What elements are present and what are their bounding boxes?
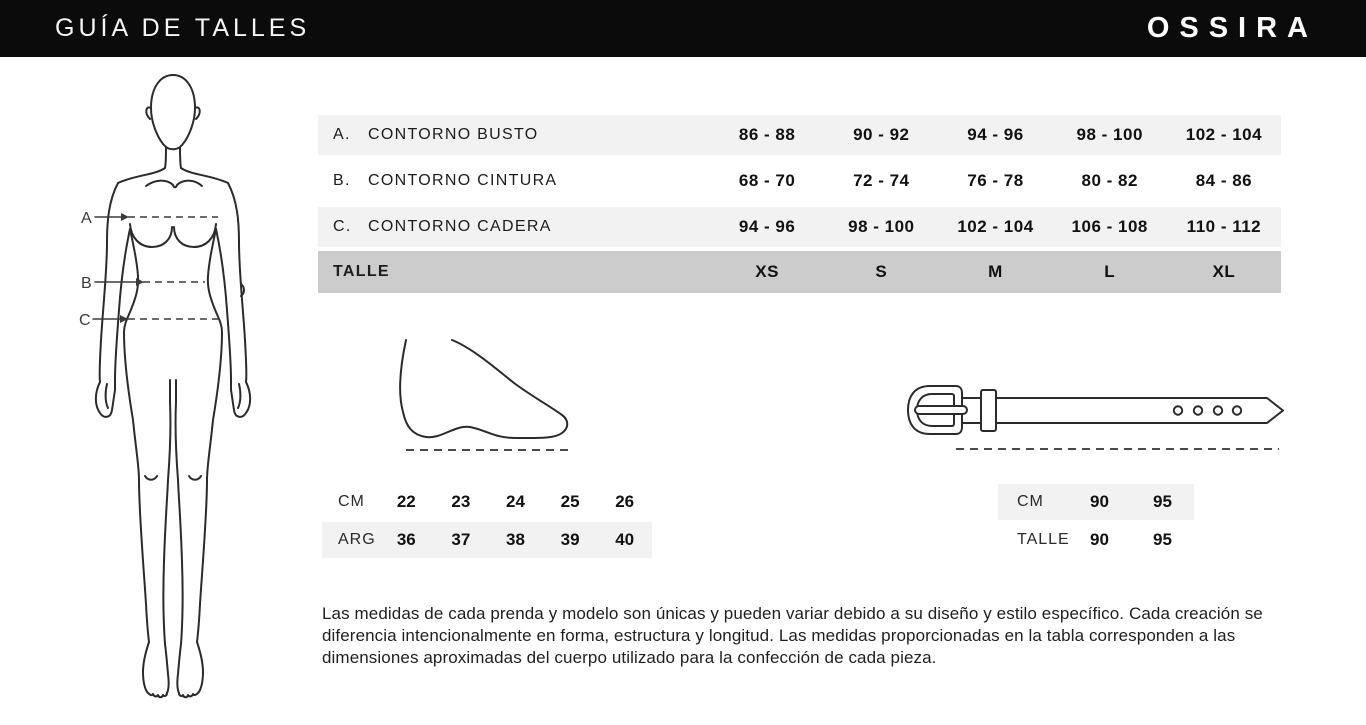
row-label: CONTORNO BUSTO xyxy=(368,126,539,143)
shoe-arg-label: ARG xyxy=(338,531,376,548)
shoe-cm-1: 22 xyxy=(396,492,416,511)
hip-value-l: 106 - 108 xyxy=(1071,217,1148,236)
size-xs: XS xyxy=(755,262,779,281)
brand-logo: OSSIRA xyxy=(1146,12,1318,44)
table-row-bust xyxy=(318,115,1281,155)
shoe-row-cm xyxy=(322,484,652,520)
belt-cm-label: CM xyxy=(1017,493,1044,510)
waist-value-s: 72 - 74 xyxy=(853,171,910,190)
hip-value-m: 102 - 104 xyxy=(957,217,1034,236)
hip-value-s: 98 - 100 xyxy=(848,217,915,236)
waist-value-xs: 68 - 70 xyxy=(738,171,796,190)
table-row-hip xyxy=(318,207,1281,247)
shoe-cm-5: 26 xyxy=(615,492,635,511)
belt-cm-1: 90 xyxy=(1090,492,1109,511)
shoe-row-arg xyxy=(322,522,652,558)
bust-line-label: A xyxy=(81,210,92,227)
bust-value-l: 98 - 100 xyxy=(1076,125,1143,144)
shoe-arg-4: 39 xyxy=(560,530,580,549)
header-bar xyxy=(0,0,1366,57)
hip-value-xl: 110 - 112 xyxy=(1186,217,1262,236)
bust-value-s: 90 - 92 xyxy=(853,125,910,144)
table-row-waist xyxy=(318,161,1281,201)
belt-row-talle xyxy=(998,522,1194,558)
belt-size-table xyxy=(998,484,1194,560)
hip-line-label: C xyxy=(79,312,91,329)
table-row-sizes xyxy=(318,251,1281,293)
row-prefix: A. xyxy=(333,126,351,143)
shoe-size-table xyxy=(322,484,652,560)
row-prefix: B. xyxy=(333,172,351,189)
body-figure-illustration xyxy=(55,62,305,717)
shoe-cm-2: 23 xyxy=(451,492,471,511)
shoe-cm-4: 25 xyxy=(560,492,580,511)
belt-cm-2: 95 xyxy=(1153,492,1172,511)
waist-value-m: 76 - 78 xyxy=(967,171,1024,190)
belt-talle-label: TALLE xyxy=(1017,531,1070,548)
shoe-arg-5: 40 xyxy=(615,530,635,549)
bust-value-xs: 86 - 88 xyxy=(738,125,796,144)
row-label: CONTORNO CINTURA xyxy=(368,172,558,189)
shoe-cm-label: CM xyxy=(338,493,365,510)
belt-illustration xyxy=(900,377,1290,462)
size-table xyxy=(318,115,1281,293)
row-label: CONTORNO CADERA xyxy=(368,218,552,235)
waist-value-l: 80 - 82 xyxy=(1081,171,1138,190)
shoe-arg-3: 38 xyxy=(506,530,525,549)
shoe-cm-3: 24 xyxy=(506,492,525,511)
page-title: GUÍA DE TALLES xyxy=(55,14,311,42)
belt-row-cm xyxy=(998,484,1194,520)
foot-illustration xyxy=(396,336,576,458)
shoe-arg-2: 37 xyxy=(451,530,471,549)
bust-value-m: 94 - 96 xyxy=(967,125,1024,144)
size-l: L xyxy=(1104,262,1116,281)
row-prefix: C. xyxy=(333,218,352,235)
disclaimer-text: Las medidas de cada prenda y modelo son únicas y pueden variar debido a su diseño y estilo específico. Cada creación se diferencia intencionalmente en forma, estructura y longitud. Las medidas proporcionadas en la tabla corresponden a las dimensiones aproximadas del cuerpo utilizado para la confección de cada pieza. xyxy=(322,604,1263,667)
size-row-label: TALLE xyxy=(333,263,390,280)
bust-value-xl: 102 - 104 xyxy=(1185,125,1263,144)
belt-talle-2: 95 xyxy=(1153,530,1172,549)
size-xl: XL xyxy=(1212,262,1236,281)
hip-value-xs: 94 - 96 xyxy=(738,217,796,236)
waist-value-xl: 84 - 86 xyxy=(1195,171,1253,190)
size-m: M xyxy=(988,262,1003,281)
waist-line-label: B xyxy=(81,275,92,292)
shoe-arg-1: 36 xyxy=(396,530,416,549)
size-s: S xyxy=(875,262,888,281)
belt-talle-1: 90 xyxy=(1090,530,1109,549)
